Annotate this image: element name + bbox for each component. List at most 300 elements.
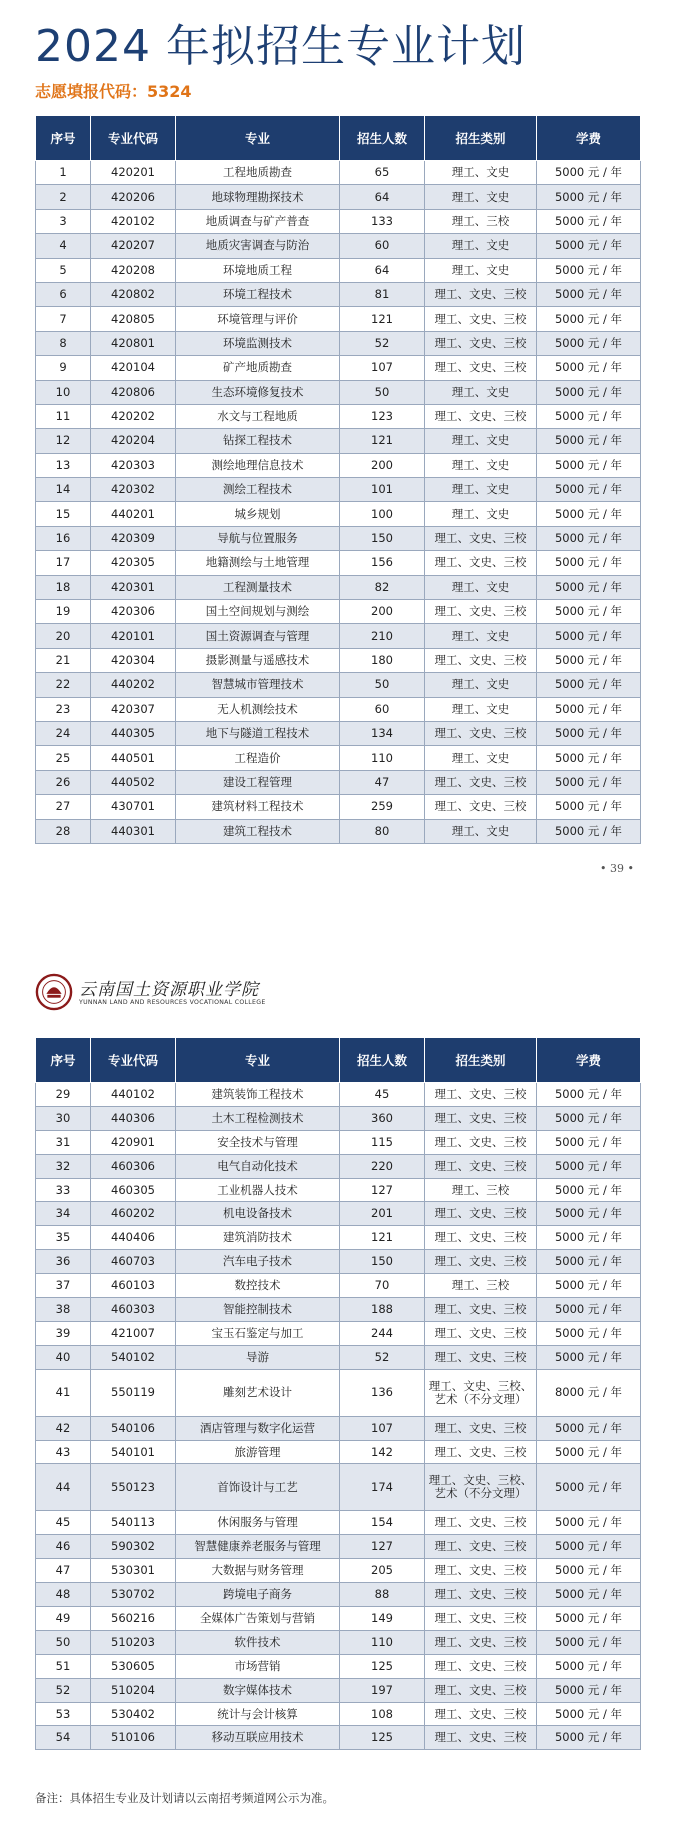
table-cell: 12 <box>36 429 91 453</box>
table-cell: 市场营销 <box>176 1654 340 1678</box>
table-cell: 理工、三校 <box>425 209 537 233</box>
table-cell: 数控技术 <box>176 1274 340 1298</box>
table-row <box>36 795 641 819</box>
table-cell: 64 <box>340 258 425 282</box>
table-cell: 5000 元 / 年 <box>537 551 641 575</box>
header-cell: 序号 <box>36 1038 91 1083</box>
table-cell: 5000 元 / 年 <box>537 1583 641 1607</box>
table-cell: 460305 <box>91 1178 176 1202</box>
table-row <box>36 1559 641 1583</box>
table-cell: 5000 元 / 年 <box>537 209 641 233</box>
table-cell: 420805 <box>91 307 176 331</box>
table-cell: 酒店管理与数字化运营 <box>176 1416 340 1440</box>
table-cell: 210 <box>340 624 425 648</box>
table-cell: 5000 元 / 年 <box>537 648 641 672</box>
table-cell: 5000 元 / 年 <box>537 502 641 526</box>
table-cell: 5000 元 / 年 <box>537 1298 641 1322</box>
table-cell: 5000 元 / 年 <box>537 1464 641 1511</box>
table-row <box>36 746 641 770</box>
table-cell: 理工、文史、三校 <box>425 600 537 624</box>
table-cell: 5000 元 / 年 <box>537 1321 641 1345</box>
table-cell: 590302 <box>91 1535 176 1559</box>
table-cell: 首饰设计与工艺 <box>176 1464 340 1511</box>
table-cell: 理工、文史 <box>425 575 537 599</box>
table-row <box>36 1321 641 1345</box>
table-cell: 550123 <box>91 1464 176 1511</box>
table-cell: 460103 <box>91 1274 176 1298</box>
table-row <box>36 234 641 258</box>
table-row <box>36 1678 641 1702</box>
enrollment-table-part-1 <box>35 115 641 844</box>
table-cell: 440202 <box>91 673 176 697</box>
table-cell: 5000 元 / 年 <box>537 161 641 185</box>
table-cell: 5000 元 / 年 <box>537 234 641 258</box>
table-cell: 53 <box>36 1702 91 1726</box>
table-cell: 理工、文史、三校 <box>425 1154 537 1178</box>
table-cell: 45 <box>340 1083 425 1107</box>
table-cell: 理工、文史、三校 <box>425 1630 537 1654</box>
table-cell: 5000 元 / 年 <box>537 478 641 502</box>
table-cell: 5000 元 / 年 <box>537 1416 641 1440</box>
table-cell: 13 <box>36 453 91 477</box>
table-cell: 建筑材料工程技术 <box>176 795 340 819</box>
table-cell: 电气自动化技术 <box>176 1154 340 1178</box>
table-cell: 建筑消防技术 <box>176 1226 340 1250</box>
table-cell: 11 <box>36 404 91 428</box>
table-row <box>36 1083 641 1107</box>
header-cell: 招生人数 <box>340 1038 425 1083</box>
table-row <box>36 185 641 209</box>
table-row <box>36 1274 641 1298</box>
table-cell: 121 <box>340 1226 425 1250</box>
table-cell: 259 <box>340 795 425 819</box>
header-cell: 序号 <box>36 116 91 161</box>
table-cell: 60 <box>340 697 425 721</box>
table-cell: 理工、文史、三校 <box>425 1321 537 1345</box>
table-cell: 25 <box>36 746 91 770</box>
table-row <box>36 209 641 233</box>
table-cell: 1 <box>36 161 91 185</box>
table-cell: 智能控制技术 <box>176 1298 340 1322</box>
table-cell: 5000 元 / 年 <box>537 1154 641 1178</box>
table-cell: 理工、文史、三校 <box>425 795 537 819</box>
table-cell: 理工、文史 <box>425 697 537 721</box>
table-cell: 5000 元 / 年 <box>537 697 641 721</box>
table-header-row <box>36 1038 641 1083</box>
table-cell: 工程测量技术 <box>176 575 340 599</box>
college-name-cn: 云南国土资源职业学院 <box>79 980 259 1000</box>
table-cell: 31 <box>36 1130 91 1154</box>
table-cell: 440501 <box>91 746 176 770</box>
table-row <box>36 1250 641 1274</box>
table-cell: 40 <box>36 1345 91 1369</box>
table-cell: 420309 <box>91 526 176 550</box>
table-row <box>36 478 641 502</box>
table-cell: 64 <box>340 185 425 209</box>
table-cell: 理工、文史 <box>425 234 537 258</box>
table-cell: 530301 <box>91 1559 176 1583</box>
table-cell: 5000 元 / 年 <box>537 526 641 550</box>
table-cell: 200 <box>340 453 425 477</box>
table-cell: 理工、文史 <box>425 746 537 770</box>
table-cell: 52 <box>340 331 425 355</box>
table-cell: 123 <box>340 404 425 428</box>
table-cell: 38 <box>36 1298 91 1322</box>
table-row <box>36 600 641 624</box>
table-cell: 22 <box>36 673 91 697</box>
table-row <box>36 1464 641 1511</box>
table-cell: 27 <box>36 795 91 819</box>
table-cell: 5000 元 / 年 <box>537 1607 641 1631</box>
table-cell: 3 <box>36 209 91 233</box>
table-cell: 水文与工程地质 <box>176 404 340 428</box>
table-cell: 420206 <box>91 185 176 209</box>
table-cell: 环境监测技术 <box>176 331 340 355</box>
table-cell: 环境地质工程 <box>176 258 340 282</box>
table-cell: 23 <box>36 697 91 721</box>
table-cell: 440305 <box>91 721 176 745</box>
header-cell: 招生类别 <box>425 116 537 161</box>
table-cell: 安全技术与管理 <box>176 1130 340 1154</box>
table-cell: 5000 元 / 年 <box>537 1630 641 1654</box>
table-cell: 5000 元 / 年 <box>537 673 641 697</box>
table-cell: 80 <box>340 819 425 843</box>
table-cell: 420806 <box>91 380 176 404</box>
table-cell: 201 <box>340 1202 425 1226</box>
table-cell: 510106 <box>91 1726 176 1750</box>
table-cell: 理工、文史、三校 <box>425 1607 537 1631</box>
table-cell: 5000 元 / 年 <box>537 356 641 380</box>
table-cell: 2 <box>36 185 91 209</box>
table-cell: 420104 <box>91 356 176 380</box>
table-cell: 48 <box>36 1583 91 1607</box>
table-row <box>36 1369 641 1416</box>
header-cell: 招生类别 <box>425 1038 537 1083</box>
table-cell: 宝玉石鉴定与加工 <box>176 1321 340 1345</box>
table-cell: 52 <box>36 1678 91 1702</box>
table-header-row <box>36 116 641 161</box>
table-cell: 530402 <box>91 1702 176 1726</box>
table-cell: 205 <box>340 1559 425 1583</box>
table-cell: 460303 <box>91 1298 176 1322</box>
page-title: 2024 年拟招生专业计划 <box>35 21 526 72</box>
table-cell: 440406 <box>91 1226 176 1250</box>
table-cell: 50 <box>340 673 425 697</box>
table-cell: 32 <box>36 1154 91 1178</box>
table-cell: 地籍测绘与土地管理 <box>176 551 340 575</box>
table-cell: 理工、文史、三校 <box>425 1654 537 1678</box>
table-cell: 5000 元 / 年 <box>537 282 641 306</box>
table-cell: 110 <box>340 746 425 770</box>
table-cell: 软件技术 <box>176 1630 340 1654</box>
table-cell: 理工、文史、三校 <box>425 1416 537 1440</box>
table-cell: 理工、三校 <box>425 1178 537 1202</box>
table-cell: 摄影测量与遥感技术 <box>176 648 340 672</box>
college-emblem-icon <box>35 973 73 1011</box>
table-cell: 540106 <box>91 1416 176 1440</box>
table-cell: 5000 元 / 年 <box>537 1130 641 1154</box>
table-cell: 国土空间规划与测绘 <box>176 600 340 624</box>
table-cell: 420307 <box>91 697 176 721</box>
table-cell: 45 <box>36 1511 91 1535</box>
table-cell: 工业机器人技术 <box>176 1178 340 1202</box>
table-cell: 理工、三校 <box>425 1274 537 1298</box>
table-cell: 150 <box>340 526 425 550</box>
table-cell: 理工、文史 <box>425 819 537 843</box>
table-cell: 5000 元 / 年 <box>537 1702 641 1726</box>
table-cell: 100 <box>340 502 425 526</box>
table-cell: 理工、文史 <box>425 624 537 648</box>
table-cell: 移动互联应用技术 <box>176 1726 340 1750</box>
table-cell: 52 <box>340 1345 425 1369</box>
table-cell: 理工、文史、三校 <box>425 282 537 306</box>
table-cell: 430701 <box>91 795 176 819</box>
table-cell: 8000 元 / 年 <box>537 1369 641 1416</box>
table-cell: 理工、文史、三校 <box>425 721 537 745</box>
table-cell: 理工、文史、三校 <box>425 1511 537 1535</box>
table-cell: 理工、文史、三校 <box>425 1202 537 1226</box>
table-cell: 127 <box>340 1178 425 1202</box>
table-cell: 5000 元 / 年 <box>537 1559 641 1583</box>
table-cell: 121 <box>340 307 425 331</box>
table-cell: 5000 元 / 年 <box>537 1274 641 1298</box>
table-cell: 5000 元 / 年 <box>537 1535 641 1559</box>
table-cell: 420802 <box>91 282 176 306</box>
table-row <box>36 770 641 794</box>
table-cell: 理工、文史、三校 <box>425 1345 537 1369</box>
table-body <box>36 161 641 844</box>
table-cell: 理工、文史、三校 <box>425 1583 537 1607</box>
table-cell: 43 <box>36 1440 91 1464</box>
table-cell: 101 <box>340 478 425 502</box>
table-cell: 10 <box>36 380 91 404</box>
table-cell: 5000 元 / 年 <box>537 380 641 404</box>
table-cell: 6 <box>36 282 91 306</box>
table-cell: 16 <box>36 526 91 550</box>
table-row <box>36 1511 641 1535</box>
table-cell: 理工、文史 <box>425 258 537 282</box>
table-row <box>36 819 641 843</box>
table-cell: 136 <box>340 1369 425 1416</box>
table-cell: 测绘地理信息技术 <box>176 453 340 477</box>
table-cell: 560216 <box>91 1607 176 1631</box>
table-cell: 82 <box>340 575 425 599</box>
table-cell: 智慧城市管理技术 <box>176 673 340 697</box>
table-cell: 420101 <box>91 624 176 648</box>
table-cell: 39 <box>36 1321 91 1345</box>
table-cell: 5000 元 / 年 <box>537 1083 641 1107</box>
table-cell: 理工、文史 <box>425 478 537 502</box>
table-cell: 17 <box>36 551 91 575</box>
table-cell: 5000 元 / 年 <box>537 331 641 355</box>
table-cell: 5000 元 / 年 <box>537 770 641 794</box>
table-row <box>36 380 641 404</box>
table-cell: 5000 元 / 年 <box>537 795 641 819</box>
table-cell: 420207 <box>91 234 176 258</box>
table-cell: 150 <box>340 1250 425 1274</box>
table-row <box>36 502 641 526</box>
table-cell: 420304 <box>91 648 176 672</box>
table-cell: 5000 元 / 年 <box>537 258 641 282</box>
table-cell: 460703 <box>91 1250 176 1274</box>
table-cell: 5000 元 / 年 <box>537 404 641 428</box>
table-cell: 统计与会计核算 <box>176 1702 340 1726</box>
table-cell: 测绘工程技术 <box>176 478 340 502</box>
table-row <box>36 331 641 355</box>
table-cell: 地质灾害调查与防治 <box>176 234 340 258</box>
table-cell: 5000 元 / 年 <box>537 307 641 331</box>
table-cell: 44 <box>36 1464 91 1511</box>
table-cell: 5000 元 / 年 <box>537 1345 641 1369</box>
table-cell: 420301 <box>91 575 176 599</box>
table-cell: 理工、文史、三校 <box>425 526 537 550</box>
table-cell: 530702 <box>91 1583 176 1607</box>
table-cell: 42 <box>36 1416 91 1440</box>
table-row <box>36 282 641 306</box>
table-cell: 理工、文史 <box>425 185 537 209</box>
table-cell: 理工、文史、三校 <box>425 1440 537 1464</box>
table-cell: 跨境电子商务 <box>176 1583 340 1607</box>
table-cell: 智慧健康养老服务与管理 <box>176 1535 340 1559</box>
footnote: 备注：具体招生专业及计划请以云南招考频道网公示为准。 <box>35 1791 334 1805</box>
table-cell: 5000 元 / 年 <box>537 1654 641 1678</box>
table-cell: 50 <box>36 1630 91 1654</box>
table-cell: 矿产地质勘查 <box>176 356 340 380</box>
table-cell: 37 <box>36 1274 91 1298</box>
table-cell: 33 <box>36 1178 91 1202</box>
table-cell: 34 <box>36 1202 91 1226</box>
table-cell: 115 <box>340 1130 425 1154</box>
table-row <box>36 1298 641 1322</box>
table-cell: 440301 <box>91 819 176 843</box>
table-row <box>36 673 641 697</box>
table-cell: 510203 <box>91 1630 176 1654</box>
table-row <box>36 453 641 477</box>
table-cell: 540101 <box>91 1440 176 1464</box>
table-cell: 5000 元 / 年 <box>537 1226 641 1250</box>
table-cell: 440502 <box>91 770 176 794</box>
table-cell: 导航与位置服务 <box>176 526 340 550</box>
enrollment-table-part-2 <box>35 1037 641 1750</box>
table-cell: 5000 元 / 年 <box>537 185 641 209</box>
table-cell: 理工、文史、三校 <box>425 1226 537 1250</box>
table-cell: 5000 元 / 年 <box>537 1178 641 1202</box>
table-cell: 421007 <box>91 1321 176 1345</box>
table-cell: 440201 <box>91 502 176 526</box>
table-cell: 环境管理与评价 <box>176 307 340 331</box>
table-cell: 城乡规划 <box>176 502 340 526</box>
table-row <box>36 1345 641 1369</box>
table-cell: 国土资源调查与管理 <box>176 624 340 648</box>
table-cell: 理工、文史、三校 <box>425 551 537 575</box>
table-row <box>36 429 641 453</box>
table-cell: 5000 元 / 年 <box>537 575 641 599</box>
table-cell: 5000 元 / 年 <box>537 624 641 648</box>
table-cell: 550119 <box>91 1369 176 1416</box>
table-cell: 420204 <box>91 429 176 453</box>
table-cell: 汽车电子技术 <box>176 1250 340 1274</box>
table-cell: 134 <box>340 721 425 745</box>
table-cell: 420202 <box>91 404 176 428</box>
table-row <box>36 1106 641 1130</box>
header-cell: 招生人数 <box>340 116 425 161</box>
table-cell: 360 <box>340 1106 425 1130</box>
table-cell: 510204 <box>91 1678 176 1702</box>
table-cell: 420305 <box>91 551 176 575</box>
table-cell: 36 <box>36 1250 91 1274</box>
table-cell: 35 <box>36 1226 91 1250</box>
table-cell: 125 <box>340 1654 425 1678</box>
table-cell: 540113 <box>91 1511 176 1535</box>
table-row <box>36 404 641 428</box>
table-cell: 14 <box>36 478 91 502</box>
table-cell: 440306 <box>91 1106 176 1130</box>
table-cell: 理工、文史、三校、艺术（不分文理） <box>425 1464 537 1511</box>
table-row <box>36 356 641 380</box>
table-cell: 理工、文史 <box>425 453 537 477</box>
table-cell: 全媒体广告策划与营销 <box>176 1607 340 1631</box>
table-row <box>36 307 641 331</box>
header-cell: 专业 <box>176 1038 340 1083</box>
table-row <box>36 1416 641 1440</box>
table-cell: 理工、文史、三校 <box>425 1535 537 1559</box>
table-cell: 200 <box>340 600 425 624</box>
table-cell: 60 <box>340 234 425 258</box>
table-cell: 24 <box>36 721 91 745</box>
table-cell: 理工、文史、三校 <box>425 1298 537 1322</box>
table-cell: 107 <box>340 1416 425 1440</box>
table-cell: 47 <box>36 1559 91 1583</box>
table-cell: 数字媒体技术 <box>176 1678 340 1702</box>
table-cell: 420306 <box>91 600 176 624</box>
table-cell: 理工、文史、三校、艺术（不分文理） <box>425 1369 537 1416</box>
table-cell: 133 <box>340 209 425 233</box>
table-cell: 46 <box>36 1535 91 1559</box>
table-cell: 174 <box>340 1464 425 1511</box>
table-cell: 70 <box>340 1274 425 1298</box>
table-cell: 旅游管理 <box>176 1440 340 1464</box>
table-cell: 5000 元 / 年 <box>537 1511 641 1535</box>
table-row <box>36 1630 641 1654</box>
table-cell: 7 <box>36 307 91 331</box>
table-cell: 理工、文史、三校 <box>425 1106 537 1130</box>
table-cell: 理工、文史、三校 <box>425 1702 537 1726</box>
table-row <box>36 258 641 282</box>
table-cell: 47 <box>340 770 425 794</box>
table-cell: 5000 元 / 年 <box>537 721 641 745</box>
table-row <box>36 1607 641 1631</box>
table-cell: 理工、文史、三校 <box>425 1559 537 1583</box>
table-row <box>36 721 641 745</box>
table-cell: 5000 元 / 年 <box>537 1678 641 1702</box>
table-cell: 420303 <box>91 453 176 477</box>
table-row <box>36 624 641 648</box>
college-logo <box>35 973 266 1013</box>
table-cell: 雕刻艺术设计 <box>176 1369 340 1416</box>
table-cell: 50 <box>340 380 425 404</box>
table-cell: 107 <box>340 356 425 380</box>
table-cell: 5000 元 / 年 <box>537 1106 641 1130</box>
table-cell: 8 <box>36 331 91 355</box>
table-cell: 20 <box>36 624 91 648</box>
table-cell: 540102 <box>91 1345 176 1369</box>
header-cell: 学费 <box>537 116 641 161</box>
table-cell: 440102 <box>91 1083 176 1107</box>
table-row <box>36 1178 641 1202</box>
table-cell: 地质调查与矿产普查 <box>176 209 340 233</box>
table-cell: 工程地质勘查 <box>176 161 340 185</box>
table-cell: 49 <box>36 1607 91 1631</box>
